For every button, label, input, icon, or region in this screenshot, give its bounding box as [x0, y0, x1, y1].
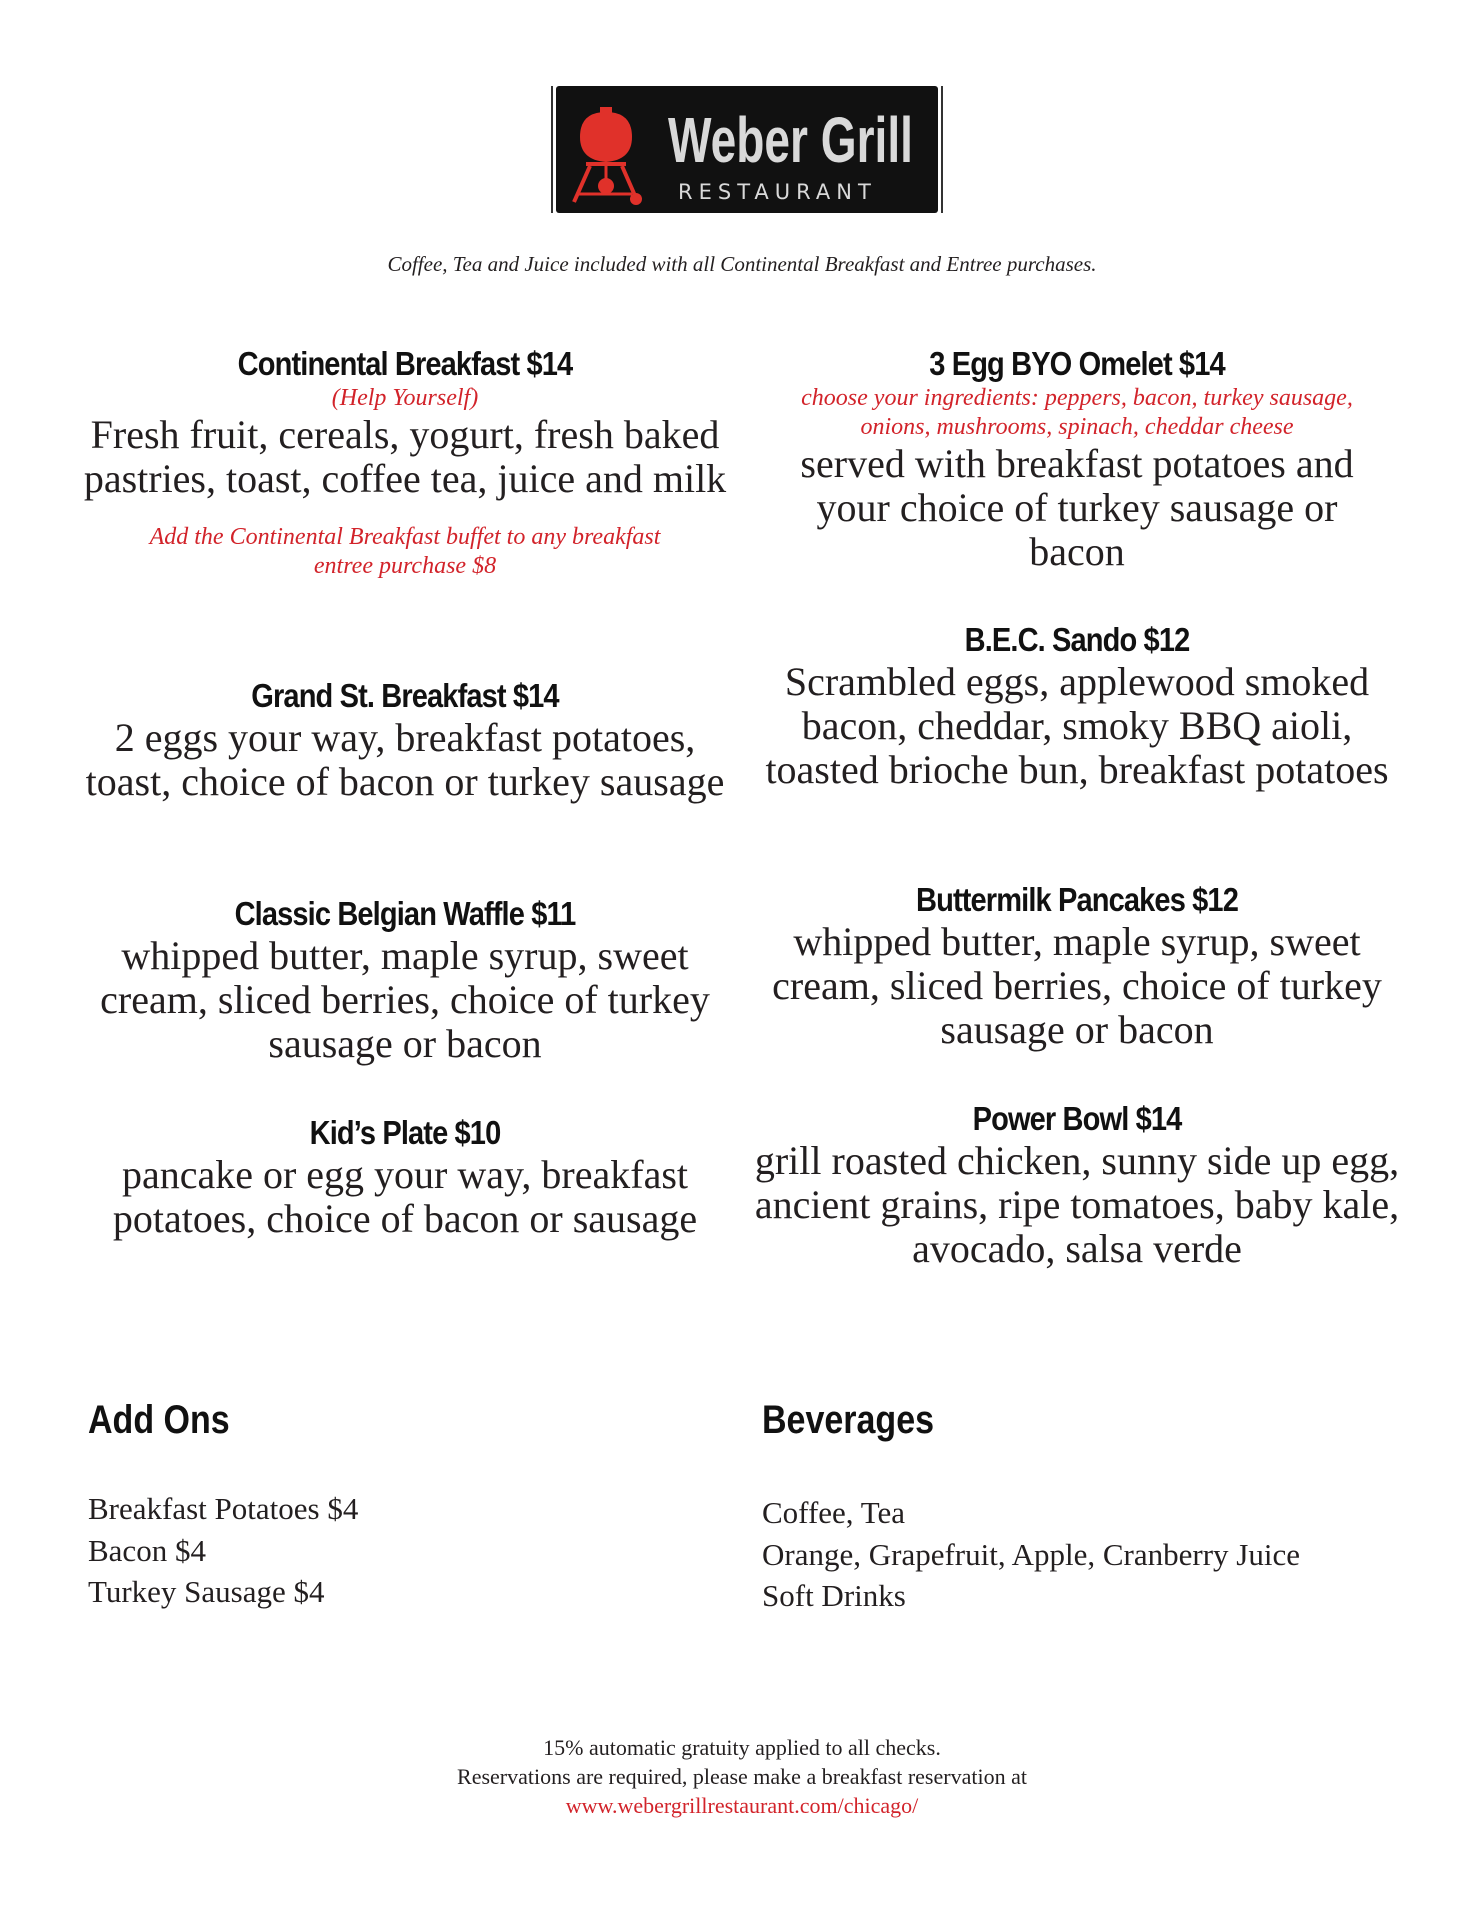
item-description: Fresh fruit, cereals, yogurt, fresh baked pastries, toast, coffee tea, juice and milk — [83, 412, 727, 501]
footer — [0, 1733, 1484, 1820]
beverage-item: Orange, Grapefruit, Apple, Cranberry Juice — [762, 1536, 1300, 1572]
menu-item-grand-st — [80, 676, 730, 804]
item-title: Continental Breakfast $14 — [237, 345, 573, 382]
item-title: B.E.C. Sando $12 — [964, 621, 1190, 658]
item-description: whipped butter, maple syrup, sweet cream, sliced berries, choice of turkey sausage or bacon — [100, 933, 710, 1066]
beverage-item: Coffee, Tea — [762, 1495, 906, 1530]
item-title: 3 Egg BYO Omelet $14 — [929, 345, 1225, 382]
add-on-item: Bacon $4 — [88, 1532, 206, 1568]
item-title: Buttermilk Pancakes $12 — [916, 881, 1238, 918]
item-subtitle: choose your ingredients: peppers, bacon, turkey sausage, onions, mushrooms, spinach, cheddar cheese — [801, 385, 1353, 440]
item-title: Kid’s Plate $10 — [309, 1114, 501, 1151]
included-beverages-note: Coffee, Tea and Juice included with all Continental Breakfast and Entree purchases. — [387, 252, 1097, 276]
weber-grill-logo — [550, 82, 944, 217]
item-description: served with breakfast potatoes and your choice of turkey sausage or bacon — [800, 441, 1354, 574]
menu-item-waffle — [80, 894, 730, 1066]
add-ons-heading: Add Ons — [88, 1398, 230, 1442]
item-description: 2 eggs your way, breakfast potatoes, toast, choice of bacon or turkey sausage — [85, 715, 725, 804]
svg-text:Weber Grill: Weber Grill — [668, 104, 913, 176]
menu-item-pancakes — [752, 880, 1402, 1052]
item-title: Power Bowl $14 — [972, 1100, 1182, 1137]
reservation-link[interactable]: www.webergrillrestaurant.com/chicago/ — [565, 1793, 919, 1818]
menu-item-bec-sando — [752, 620, 1402, 792]
add-ons-list — [88, 1488, 358, 1613]
add-on-item: Turkey Sausage $4 — [88, 1574, 325, 1609]
item-description: pancake or egg your way, breakfast potatoes, choice of bacon or sausage — [112, 1152, 698, 1241]
menu-item-power-bowl — [752, 1099, 1402, 1271]
reservation-note: Reservations are required, please make a breakfast reservation at — [457, 1764, 1027, 1789]
gratuity-note: 15% automatic gratuity applied to all checks. — [543, 1735, 941, 1760]
buffet-addon-note: Add the Continental Breakfast buffet to any breakfast entree purchase $8 — [149, 524, 661, 579]
beverages-heading: Beverages — [762, 1398, 935, 1442]
svg-text:RESTAURANT: RESTAURANT — [678, 180, 877, 204]
menu-item-kids-plate — [80, 1113, 730, 1241]
item-description: Scrambled eggs, applewood smoked bacon, cheddar, smoky BBQ aioli, toasted brioche bun, breakfast potatoes — [765, 659, 1389, 792]
beverages-list — [762, 1492, 1300, 1617]
add-on-item: Breakfast Potatoes $4 — [88, 1491, 359, 1526]
menu-item-omelet — [752, 344, 1402, 574]
item-description: grill roasted chicken, sunny side up egg, ancient grains, ripe tomatoes, baby kale, avocado, salsa verde — [754, 1138, 1400, 1271]
item-description: whipped butter, maple syrup, sweet cream, sliced berries, choice of turkey sausage or bacon — [772, 919, 1382, 1052]
item-title: Grand St. Breakfast $14 — [251, 677, 559, 714]
menu-item-continental — [80, 344, 730, 581]
beverage-item: Soft Drinks — [762, 1578, 906, 1613]
item-title: Classic Belgian Waffle $11 — [234, 895, 576, 932]
item-subtitle: (Help Yourself) — [331, 385, 479, 411]
